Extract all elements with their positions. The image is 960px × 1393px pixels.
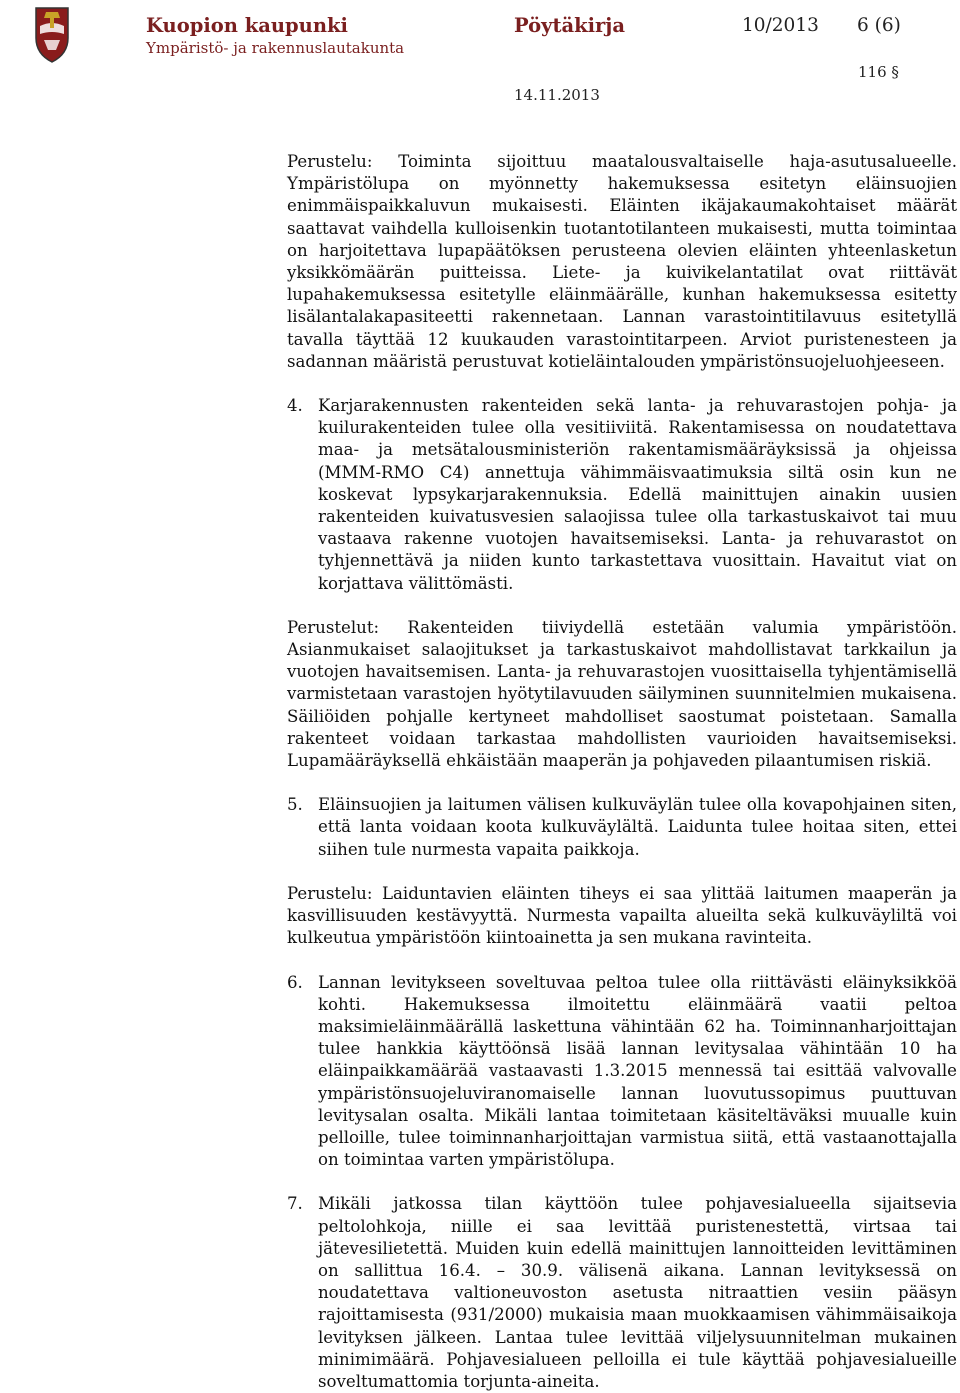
document-type: Pöytäkirja <box>514 14 626 37</box>
item-text: Eläinsuojien ja laitumen välisen kulkuväylän tulee olla kovapohjainen siten, että lanta voidaan koota kulkuväylältä. Laidunta tulee hoitaa siten, ettei siihen tule nurmesta vapaita paikkoja. <box>318 795 957 859</box>
section-number: 116 § <box>858 63 899 81</box>
org-name: Kuopion kaupunki <box>146 14 348 37</box>
list-item-7 <box>287 1193 957 1393</box>
item-text: Mikäli jatkossa tilan käyttöön tulee pohjavesialueella sijaitsevia peltolohkoja, niille ei saa levittää puristenestettä, virtsaa tai jätevesilietettä. Muiden kuin edellä mainittujen lannoitteiden levittäminen on sallittua 16.4. – 30.9. välisenä aikana. Lannan levityksessä on noudatettava valtioneuvoston asetusta nitraattien vesiin pääsyn rajoittamisesta (931/2000) mukaisia maan muokkaamisen vähimmäisaikoja levityksen jälkeen. Lantaa tulee levittää viljelysuunnitelman mukainen minimimäärä. Pohjavesialueen pelloilla ei tule käyttää pohjavesialueille soveltumattomia torjunta-aineita. <box>318 1194 957 1391</box>
item-number: 4. <box>287 396 303 416</box>
board-name: Ympäristö- ja rakennuslautakunta <box>146 39 405 57</box>
meeting-date: 14.11.2013 <box>514 86 600 104</box>
list-item-4 <box>287 395 957 595</box>
paragraph-rationale-2: Perustelut: Rakenteiden tiiviydellä estetään valumia ympäristöön. Asianmukaiset salaojitukset ja tarkastuskaivot mahdollistavat tarkkailun ja vuotojen havaitsemisen. Lanta- ja rehuvarastojen vuosittaisella tyhjentämisellä varmistetaan varastojen hyötytilavuuden säilyminen suunnitelmien mukaisena. Säiliöiden pohjalle kertyneet mahdolliset saostumat poistetaan. Samalla rakenteet voidaan tarkastaa mahdollisten vaurioiden havaitsemiseksi. Lupamääräyksellä ehkäistään maaperän ja pohjaveden pilaantumisen riskiä. <box>287 617 957 771</box>
paragraph-rationale-3: Perustelu: Laiduntavien eläinten tiheys ei saa ylittää laitumen maaperän ja kasvillisuuden kestävyyttä. Nurmesta vapailta alueilta sekä kulkuväyliltä voi kulkeutua ympäristöön kiintoainetta ja sen mukana ravinteita. <box>287 883 957 948</box>
kuopio-logo <box>6 4 98 94</box>
coat-of-arms-icon <box>6 4 98 66</box>
item-text: Lannan levitykseen soveltuvaa peltoa tulee olla riittävästi eläinyksikköä kohti. Hakemuksessa ilmoitettu eläinmäärä vaatii peltoa maksimieläinmäärällä laskettuna vähintään 62 ha. Toiminnanharjoittajan tulee hankkia käyttöönsä lisää lannan levitysalaa vähintään 10 ha eläinpaikkamäärää vastaavasti 1.3.2015 mennessä tai esittää valvovalle ympäristönsuojeluviranomaiselle lannan luovutussopimus puuttuvan levitysalan osalta. Mikäli lantaa toimitetaan käsiteltäväksi muualle kuin pelloille, tulee toiminnanharjoittajan varmistua siitä, että vastaanottajalla on toimintaa varten ympäristölupa. <box>318 972 957 1170</box>
item-number: 6. <box>287 972 303 992</box>
page-number: 6 (6) <box>857 15 901 36</box>
list-item-6 <box>287 972 957 1172</box>
item-number: 5. <box>287 795 303 815</box>
item-number: 7. <box>287 1194 303 1214</box>
list-item-5 <box>287 794 957 861</box>
item-text: Karjarakennusten rakenteiden sekä lanta- ja rehuvarastojen pohja- ja kuilurakenteiden tulee olla vesitiiviitä. Rakentamisessa on noudatettava maa- ja metsätalousministeriön rakentamismääräyksissä ja ohjeissa (MMM-RMO C4) annettuja vähimmäisvaatimuksia siltä osin kun ne koskevat lypsykarjarakennuksia. Edellä mainittujen ainakin uusien rakenteiden kuivatusvesien salaojissa tulee olla tarkastuskaivot tai muu vastaava rakenne vuotojen havaitsemiseksi. Lanta- ja rehuvarastot on tyhjennettävä ja niiden kunto tarkastettava vuosittain. Havaitut viat on korjattava välittömästi. <box>318 396 957 593</box>
paragraph-rationale-1: Perustelu: Toiminta sijoittuu maatalousvaltaiselle haja-asutusalueelle. Ympäristölupa on myönnetty hakemuksessa esitetyn eläinsuojien enimmäispaikkaluvun mukaisesti. Eläinten ikäjakaumakohtaiset määrät saattavat vaihdella kulloisenkin tuotantotilanteen mukaisesti, mutta toimintaa on harjoitettava lupapäätöksen perusteena olevien eläinten yhteenlasketun yksikkömäärän puitteissa. Liete- ja kuivikelantatilat ovat riittävät lupahakemuksessa esitetylle eläinmäärälle, kunhan hakemuksessa esitetty lisälantalakapasiteetti rakennetaan. Lannan varastointitilavuus esitetyllä tavalla täyttää 12 kuukauden varastointitarpeen. Arviot puristenesteen ja sadannan määristä perustuvat kotieläintalouden ympäristönsuojeluohjeeseen. <box>287 152 957 371</box>
minutes-body <box>287 151 957 1393</box>
document-number: 10/2013 <box>742 15 819 36</box>
